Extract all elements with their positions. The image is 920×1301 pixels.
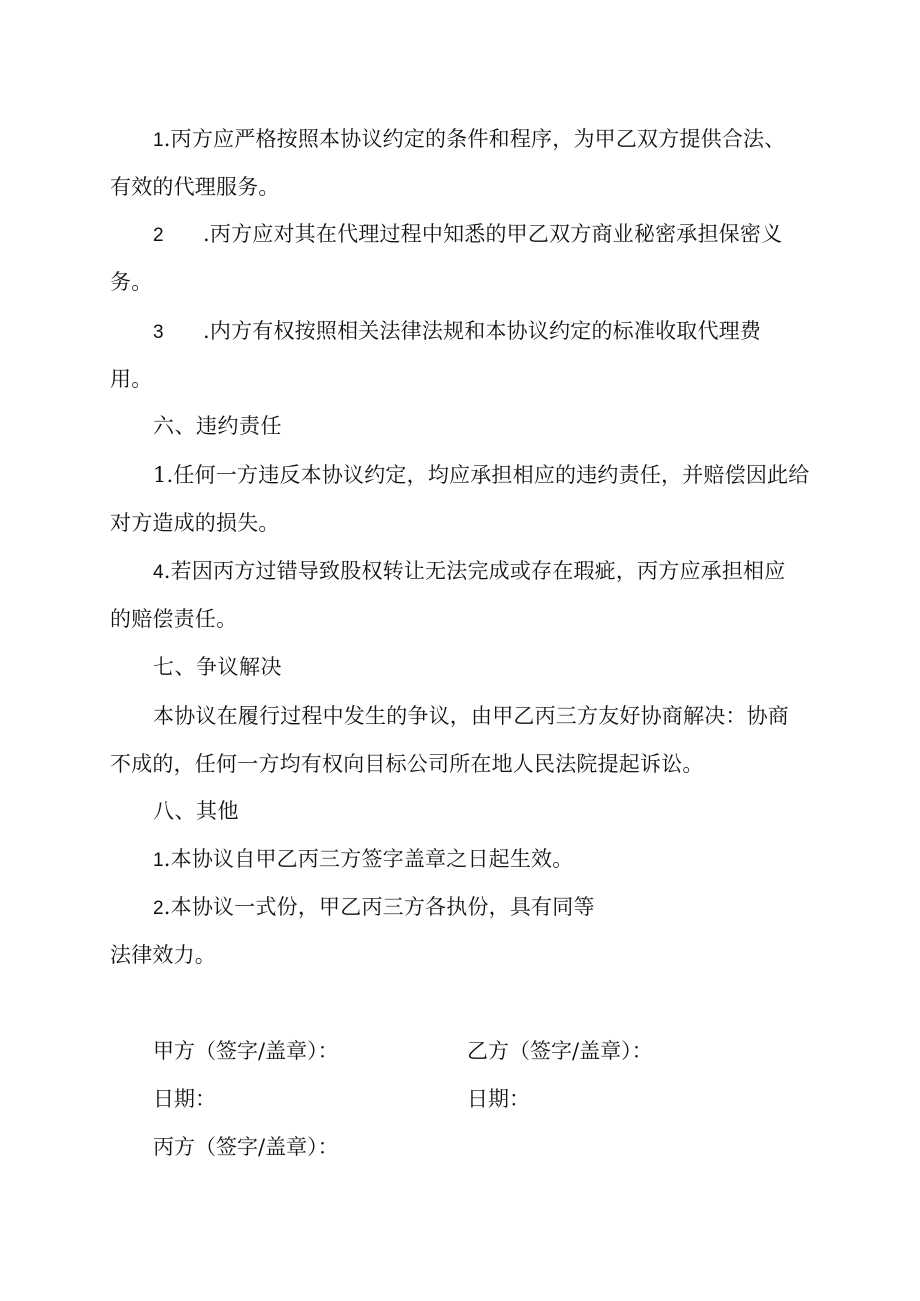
clause-text: .若因丙方过错导致股权转让无法完成或存在瑕疵，丙方应承担相应 xyxy=(163,559,786,583)
party-b-date-label: 日期： xyxy=(467,1087,530,1111)
section-6-heading: 六、违约责任 xyxy=(153,414,282,438)
party-b-signature-label: 乙方（签字/盖章）： xyxy=(467,1039,653,1063)
clause-8-2-line2: 法律效力。 xyxy=(110,943,216,967)
clause-text: .丙方应对其在代理过程中知悉的甲乙双方商业秘密承担保密义 xyxy=(203,222,783,246)
clause-5-1-line1 xyxy=(153,125,785,155)
section-7-line2: 不成的，任何一方均有权向目标公司所在地人民法院提起诉讼。 xyxy=(110,752,704,776)
clause-text: .丙方应严格按照本协议约定的条件和程序，为甲乙双方提供合法、 xyxy=(163,127,786,151)
section-7-heading: 七、争议解决 xyxy=(153,655,282,679)
clause-text: .内方有权按照相关法律法规和本协议约定的标准收取代理费 xyxy=(203,319,762,343)
clause-5-2-line2: 务。 xyxy=(110,270,153,294)
section-7-line1: 本协议在履行过程中发生的争议，由甲乙丙三方友好协商解决：协商 xyxy=(153,704,789,728)
clause-8-2-line1 xyxy=(153,893,595,923)
clause-5-3-line2: 用。 xyxy=(110,367,153,391)
clause-number: 4 xyxy=(153,562,164,583)
clause-number: 3 xyxy=(153,322,164,343)
clause-5-2-line1 xyxy=(153,220,782,250)
clause-text: .本协议自甲乙丙三方签字盖章之日起生效。 xyxy=(163,847,574,871)
section-8-heading: 八、其他 xyxy=(153,799,239,823)
clause-8-1-line1 xyxy=(153,845,573,875)
clause-5-3-line1 xyxy=(153,317,761,347)
party-c-signature-label: 丙方（签字/盖章）： xyxy=(153,1135,339,1159)
party-a-signature-label: 甲方（签字/盖章）： xyxy=(153,1039,339,1063)
clause-number: 1 xyxy=(153,130,164,151)
clause-6-1-line1: 1.任何一方违反本协议约定，均应承担相应的违约责任，并赔偿因此给 xyxy=(153,463,810,487)
clause-6-1-line2: 对方造成的损失。 xyxy=(110,511,280,535)
clause-number: 2 xyxy=(153,898,164,919)
clause-6-2-line2: 的赔偿责任。 xyxy=(110,607,238,631)
clause-number: 2 xyxy=(153,225,164,246)
party-a-date-label: 日期： xyxy=(153,1087,216,1111)
clause-5-1-line2: 有效的代理服务。 xyxy=(110,175,280,199)
clause-6-2-line1 xyxy=(153,557,785,587)
clause-number: 1 xyxy=(153,850,164,871)
clause-text: .本协议一式份，甲乙丙三方各执份，具有同等 xyxy=(163,895,595,919)
